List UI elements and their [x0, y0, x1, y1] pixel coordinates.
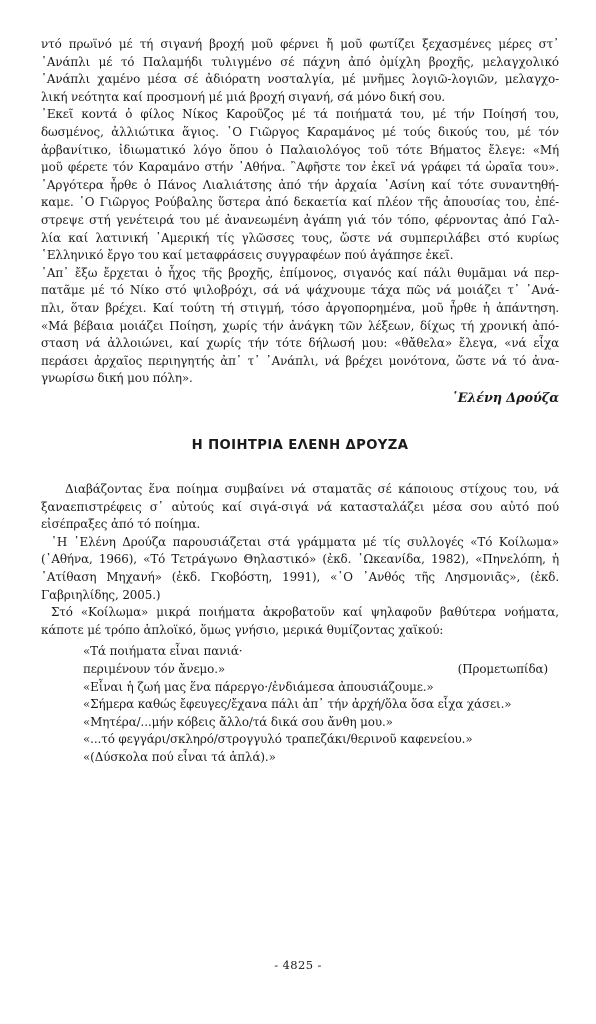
text-line: ᾿Απ᾿ ἔξω ἔρχεται ὁ ἦχος τῆς βροχῆς, ἐπίμονος, σιγανός καί πάλι θυμᾶμαι νά περ- [41, 265, 559, 280]
quote-line: «...τό φεγγάρι/σκληρό/στρογγυλό τραπεζάκι/θερινοῦ καφενείου.» [83, 732, 473, 747]
section-title: Η ΠΟΙΗΤΡΙΑ ΕΛΕΝΗ ΔΡΟΥΖΑ [191, 438, 409, 454]
quote-line: «Σήμερα καθώς ἔφευγες/ἔχανα πάλι ἀπ᾿ τήν ἀρχή/ὅλα ὅσα εἶχα χάσει.» [83, 697, 512, 712]
text-line: ἀρβανίτικο, ἰδιωματικό λόγο ὅπου ὁ Παλαιολόγος τοῦ τότε Βήματος ἔλεγε: «Μή [41, 142, 559, 157]
text-line: «Μά βέβαια μοιάζει Ποίηση, χωρίς τήν ἀνάγκη τῶν λέξεων, δίχως τή χρονική ἀπό- [41, 318, 559, 333]
text-line: πλι, ὅταν βρέχει. Καί τούτη τή στιγμή, τόσο ἀργοπορημένα, μοῦ ἦρθε ἡ ἀπάντηση. [41, 300, 559, 315]
text-line: μοῦ φέρετε τόν Καραμάνο στήν ᾿Αθήνα. ῍Αφῆστε τον ἐκεῖ νά γράφει τά ὡραῖα του». [41, 160, 559, 175]
text-line: σταση νά ἀλλοιώνει, καί χωρίς τήν τότε δήλωσή μου: «θἄθελα» ἔλεγα, «νά εἶχα [41, 336, 559, 351]
text-line: ῾Ελληνικό ἔργο του καί μεταφράσεις συγγραφέων πού ἀγάπησε ἐκεῖ. [41, 248, 454, 263]
text-line: λική νεότητα καί προσμονή μέ μιά βροχή σιγανή, σά μόνο δική σου. [41, 89, 446, 104]
paragraph-rain-memory [41, 36, 559, 106]
text-line: ᾿Αργότερα ἦρθε ὁ Πάνος Λιαλιάτσης ἀπό τήν ἀρχαία ᾿Ασίνη καί τότε συναντηθή- [41, 177, 559, 192]
text-line: πατᾶμε μέ τό Νίκο στό ψιλοβρόχι, σά νά ψάχνουμε τάχα πῶς νά μοιάζει τ᾿ ᾿Ανά- [41, 283, 559, 298]
text-line: ξαναεπιστρέφεις σ᾿ αὐτούς καί σιγά-σιγά νά κατασταλάζει μέσα σου αὐτό πού [41, 499, 559, 514]
paragraph-koiloma [41, 604, 559, 639]
text-line: λία καί λατινική ᾿Αμερική τίς γλῶσσες τους, ὥστε νά συμπεριλάβει στό κυρίως [41, 230, 559, 245]
text-line: εἰσέπραξες ἀπό τό ποίημα. [41, 517, 201, 532]
quote-source: (Προμετωπίδα) [457, 662, 548, 676]
text-line: στρεψε στή γενέτειρά του μέ ἀνανεωμένη ἀγάπη γιά τόν τόπο, φέρνοντας ἀπό Γαλ- [41, 212, 559, 227]
text-line: δωσμένος, ἀλλιώτικα ἅγιος. ῾Ο Γιῶργος Καραμάνος μέ τούς δικούς του, μέ τόν [41, 124, 559, 139]
quote-line: «Εἶναι ἡ ζωή μας ἕνα πάρεργο·/ἐνδιάμεσα ἀπουσιάζουμε.» [83, 679, 434, 694]
text-line: ᾿Ανάπλι μέ τό Παλαμήδι τυλιγμένο σέ πάχνη ἀπό ὀμίχλη βροχῆς, μελαγχολικό [41, 54, 559, 69]
quote-with-source [83, 661, 548, 679]
text-line: (᾿Αθήνα, 1966), «Τό Τετράγωνο Θηλαστικό» (ἐκδ. ᾿Ωκεανίδα, 1982), «Πηνελόπη, ἡ [41, 552, 559, 567]
text-line: καμε. ῾Ο Γιῶργος Ρούβαλης ὕστερα ἀπό δεκαετία καί πλέον τῆς ἀπουσίας του, ἐπέ- [41, 195, 559, 210]
text-line: ῾Η ῾Ελένη Δρούζα παρουσιάζεται στά γράμματα μέ τίς συλλογές «Τό Κοίλωμα» [51, 534, 559, 549]
poem-quotes [83, 643, 548, 766]
text-line: κάποτε μέ τρόπο ἁπλοϊκό, ὅμως γνήσιο, μερικά θυμίζοντας χαϊκού: [41, 622, 444, 637]
text-line: ᾿Ανάπλι χαμένο μέσα σέ ἀδιόρατη νοσταλγία, μέ μνῆμες λογιῶ-λογιῶν, μελαγχο- [41, 72, 559, 87]
text-line: περάσει ἀρχαῖος περιηγητής ἀπ᾿ τ᾿ ᾿Ανάπλι, νά βρέχει μονότονα, ὥστε νά τό ἀνα- [41, 353, 559, 368]
quote-line: «Μητέρα/...μήν κόβεις ἄλλο/τά δικά σου ἄνθη μου.» [83, 714, 393, 729]
text-line: ᾿Ατίθαση Μηχανή» (ἐκδ. Γκοβόστη, 1991), «῾Ο ᾿Ανθός τῆς Λησμονιᾶς», (ἐκδ. [41, 570, 559, 585]
author-signature: ῾Ελένη Δρούζα [451, 390, 559, 406]
text-line: γνωρίσω δική μου πόλη». [41, 371, 193, 386]
paragraph-answer [41, 265, 559, 388]
text-line: ντό πρωϊνό μέ τή σιγανή βροχή μοῦ φέρνει ἤ μοῦ φωτίζει ξεχασμένες μέρες στ᾿ [41, 37, 559, 51]
paragraph-friends [41, 106, 559, 264]
paragraph-reading [41, 481, 559, 534]
quote-line: «Τά ποιήματα εἶναι πανιά· [83, 644, 243, 659]
paragraph-collections [41, 534, 559, 604]
text-line: Γαβριηλίδης, 2005.) [41, 587, 161, 602]
quote-line: περιμένουν τόν ἄνεμο.» [83, 662, 226, 676]
page-number: - 4825 - [274, 958, 322, 972]
document-page [41, 36, 559, 767]
text-line: Στό «Κοίλωμα» μικρά ποιήματα ἀκροβατοῦν καί ψηλαφοῦν βαθύτερα νοήματα, [51, 605, 559, 620]
text-line: ᾿Εκεῖ κοντά ὁ φίλος Νίκος Καροῦζος μέ τά ποιήματά του, μέ τήν Ποίησή του, [41, 107, 559, 122]
text-line: Διαβάζοντας ἕνα ποίημα συμβαίνει νά σταματᾶς σέ κάποιους στίχους του, νά [65, 482, 559, 497]
quote-line: «(Δύσκολα πού εἶναι τά ἁπλά).» [83, 749, 276, 764]
